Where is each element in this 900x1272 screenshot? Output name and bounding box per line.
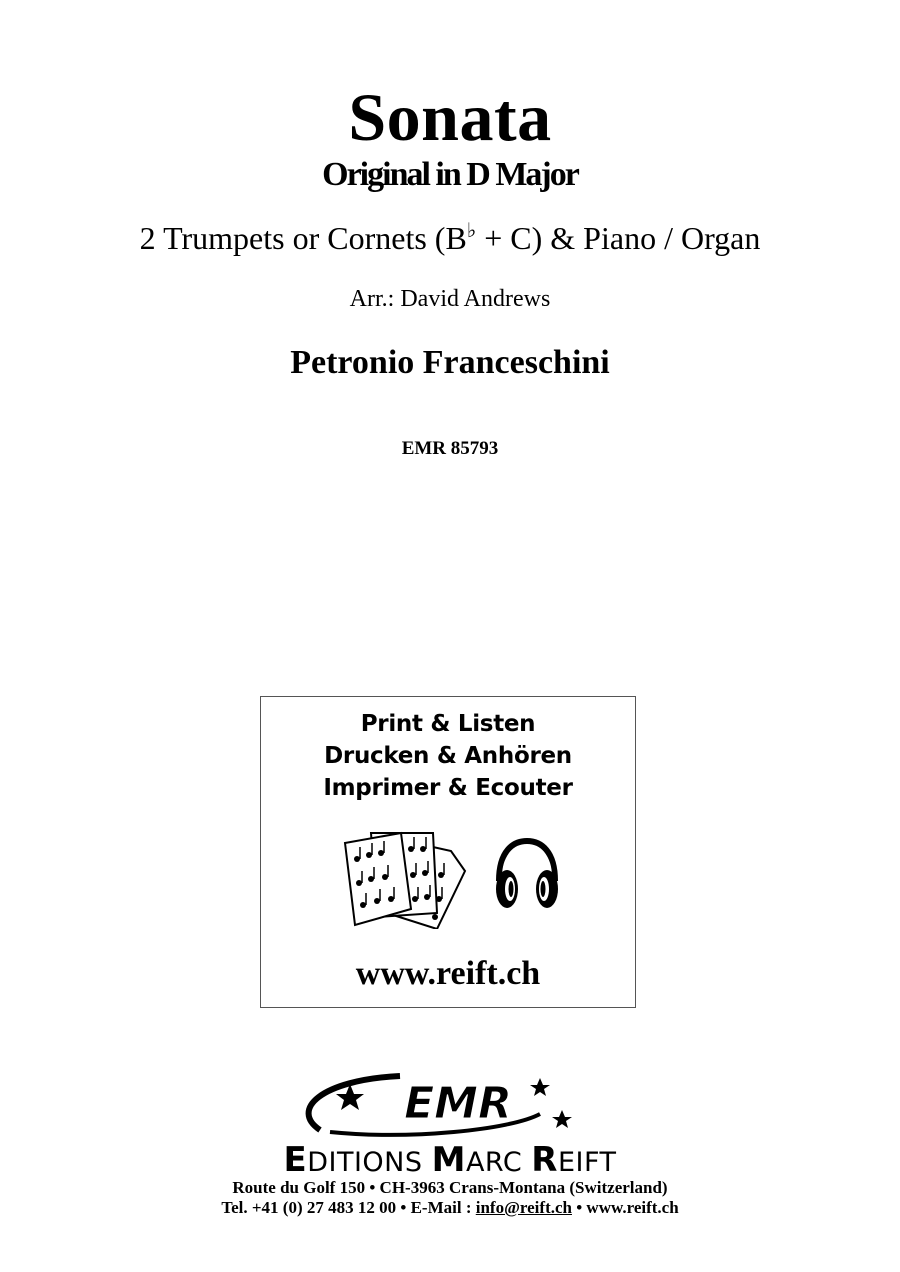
promo-line-english: Print & Listen <box>360 711 536 737</box>
publisher-word-3: EIFT <box>557 1147 617 1178</box>
print-listen-box <box>260 696 636 1008</box>
arranger: Arr.: David Andrews <box>349 286 551 312</box>
publisher-name <box>0 1140 900 1180</box>
publisher-contact <box>0 1198 900 1218</box>
sheet-music-icon <box>341 829 467 929</box>
instrumentation-before: 2 Trumpets or Cornets (B <box>139 220 467 256</box>
headphones-icon <box>493 837 561 911</box>
contact-prefix: Tel. +41 (0) 27 483 12 00 • E-Mail : <box>221 1198 476 1217</box>
publisher-initial-m: M <box>431 1140 466 1180</box>
flat-sign: ♭ <box>466 220 477 242</box>
logo-text: EMR <box>404 1078 512 1129</box>
promo-line-french: Imprimer & Ecouter <box>323 775 573 801</box>
email-link[interactable]: info@reift.ch <box>475 1198 572 1217</box>
title: Sonata <box>348 79 552 155</box>
publisher-word-2: ARC <box>465 1147 532 1178</box>
publisher-address: Route du Golf 150 • CH-3963 Crans-Montana (Switzerland) <box>232 1178 668 1197</box>
instrumentation <box>0 218 900 257</box>
subtitle: Original in D Major <box>322 156 578 193</box>
promo-website[interactable]: www.reift.ch <box>355 955 541 992</box>
instrumentation-after: + C) & Piano / Organ <box>476 220 761 256</box>
promo-line-german: Drucken & Anhören <box>324 743 572 769</box>
publisher-word-1: DITIONS <box>307 1147 432 1178</box>
composer: Petronio Franceschini <box>290 344 610 381</box>
publisher-initial-e: E <box>283 1140 308 1180</box>
catalog-code: EMR 85793 <box>401 438 499 459</box>
contact-suffix: • www.reift.ch <box>571 1198 679 1217</box>
publisher-initial-r: R <box>531 1140 558 1180</box>
emr-logo <box>290 1070 610 1140</box>
